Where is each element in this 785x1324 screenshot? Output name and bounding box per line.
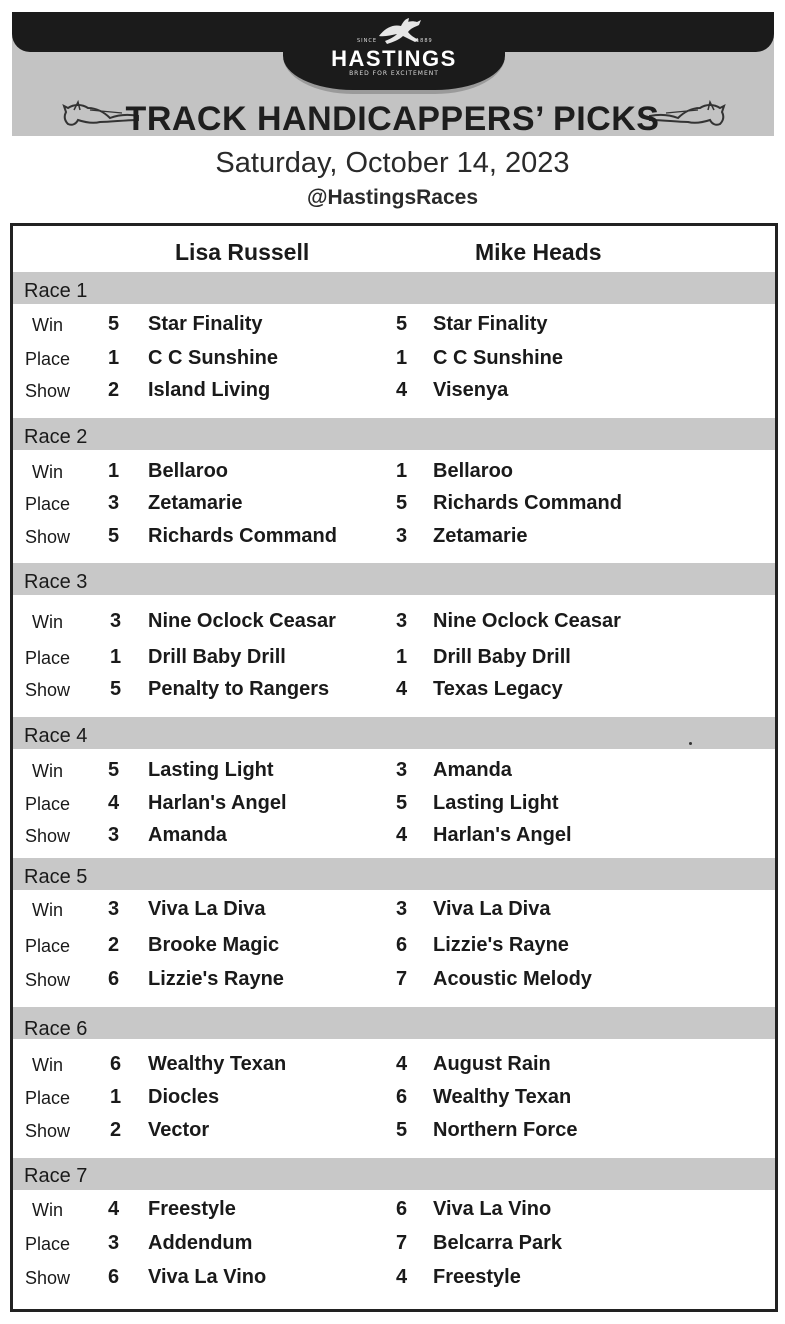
mike-pick-horse: Amanda <box>433 759 512 781</box>
lisa-pick-number: 1 <box>108 347 120 369</box>
mike-pick-horse: Wealthy Texan <box>433 1086 572 1108</box>
mike-pick-number: 4 <box>396 1053 408 1075</box>
race-label: Race 1 <box>24 280 88 302</box>
position-label: Win <box>32 900 63 920</box>
position-label: Place <box>25 794 71 814</box>
position-label: Show <box>25 970 71 990</box>
lisa-pick-horse: Vector <box>148 1119 210 1141</box>
race-band <box>13 717 775 749</box>
lisa-pick-number: 4 <box>108 792 120 814</box>
column-header-mike-heads: Mike Heads <box>475 239 602 265</box>
position-label: Place <box>25 1234 71 1254</box>
mike-pick-horse: Visenya <box>433 379 509 401</box>
lisa-pick-horse: Wealthy Texan <box>148 1053 287 1075</box>
race-band <box>13 563 775 595</box>
lisa-pick-horse: Island Living <box>148 379 271 401</box>
mike-pick-number: 7 <box>396 968 408 990</box>
position-label: Show <box>25 826 71 846</box>
position-label: Place <box>25 494 71 514</box>
mike-pick-number: 5 <box>396 792 408 814</box>
lisa-pick-horse: Brooke Magic <box>148 934 280 956</box>
lisa-pick-number: 3 <box>108 824 120 846</box>
lisa-pick-horse: Lasting Light <box>148 759 274 781</box>
logo-wordmark: HASTINGS <box>331 46 457 71</box>
mike-pick-number: 6 <box>396 934 408 956</box>
lisa-pick-number: 5 <box>110 678 122 700</box>
mike-pick-number: 1 <box>396 347 408 369</box>
lisa-pick-horse: Diocles <box>148 1086 220 1108</box>
position-label: Show <box>25 527 71 547</box>
mike-pick-horse: Zetamarie <box>433 525 528 547</box>
mike-pick-horse: Acoustic Melody <box>433 968 592 990</box>
position-label: Place <box>25 936 71 956</box>
race-band <box>13 1158 775 1190</box>
column-header-lisa-russell: Lisa Russell <box>175 239 310 265</box>
lisa-pick-number: 1 <box>110 1086 122 1108</box>
mike-pick-number: 5 <box>396 1119 408 1141</box>
race-date: Saturday, October 14, 2023 <box>215 147 570 179</box>
logo-tagline: BRED FOR EXCITEMENT <box>349 70 439 77</box>
position-label: Win <box>32 315 63 335</box>
lisa-pick-number: 3 <box>108 492 120 514</box>
mike-pick-number: 7 <box>396 1232 408 1254</box>
mike-pick-number: 6 <box>396 1198 408 1220</box>
lisa-pick-horse: Zetamarie <box>148 492 243 514</box>
race-band <box>13 272 775 304</box>
position-label: Win <box>32 1200 63 1220</box>
mike-pick-number: 4 <box>396 824 408 846</box>
position-label: Win <box>32 462 63 482</box>
lisa-pick-horse: Lizzie's Rayne <box>148 968 284 990</box>
mike-pick-number: 4 <box>396 678 408 700</box>
position-label: Show <box>25 1121 71 1141</box>
lisa-pick-horse: Bellaroo <box>148 460 229 482</box>
mike-pick-number: 3 <box>396 525 408 547</box>
mike-pick-number: 3 <box>396 898 408 920</box>
page-title: TRACK HANDICAPPERS’ PICKS <box>125 100 660 138</box>
lisa-pick-number: 2 <box>108 379 120 401</box>
lisa-pick-horse: Star Finality <box>148 313 263 335</box>
race-label: Race 5 <box>24 866 88 888</box>
lisa-pick-number: 1 <box>110 646 122 668</box>
lisa-pick-horse: Viva La Vino <box>148 1266 267 1288</box>
mike-pick-horse: Viva La Vino <box>433 1198 552 1220</box>
lisa-pick-number: 1 <box>108 460 120 482</box>
mike-pick-number: 5 <box>396 313 408 335</box>
position-label: Win <box>32 612 63 632</box>
lisa-pick-number: 6 <box>108 968 120 990</box>
logo-since-year: 1889 <box>416 38 433 44</box>
mike-pick-horse: Texas Legacy <box>433 678 563 700</box>
social-handle: @HastingsRaces <box>306 186 479 209</box>
position-label: Show <box>25 381 71 401</box>
mike-pick-horse: Drill Baby Drill <box>433 646 571 668</box>
lisa-pick-horse: Harlan's Angel <box>148 792 287 814</box>
lisa-pick-number: 6 <box>108 1266 120 1288</box>
mike-pick-horse: Freestyle <box>433 1266 521 1288</box>
mike-pick-number: 4 <box>396 1266 408 1288</box>
mike-pick-number: 1 <box>396 460 408 482</box>
mike-pick-horse: Lizzie's Rayne <box>433 934 569 956</box>
lisa-pick-number: 4 <box>108 1198 120 1220</box>
lisa-pick-horse: Amanda <box>148 824 227 846</box>
position-label: Win <box>32 1055 63 1075</box>
mike-pick-horse: C C Sunshine <box>433 347 564 369</box>
mike-pick-horse: Harlan's Angel <box>433 824 572 846</box>
mike-pick-number: 4 <box>396 379 408 401</box>
race-label: Race 3 <box>24 571 88 593</box>
lisa-pick-number: 3 <box>108 898 120 920</box>
position-label: Show <box>25 1268 71 1288</box>
lisa-pick-horse: Drill Baby Drill <box>148 646 286 668</box>
mike-pick-horse: Richards Command <box>433 492 622 514</box>
lisa-pick-horse: Freestyle <box>148 1198 236 1220</box>
position-label: Place <box>25 1088 71 1108</box>
lisa-pick-horse: Nine Oclock Ceasar <box>148 610 336 632</box>
race-label: Race 7 <box>24 1165 88 1187</box>
logo-since-label: SINCE <box>357 38 378 44</box>
mike-pick-horse: Lasting Light <box>433 792 559 814</box>
mike-pick-horse: Bellaroo <box>433 460 514 482</box>
picks-table <box>10 223 778 1312</box>
lisa-pick-horse: Penalty to Rangers <box>148 678 330 700</box>
lisa-pick-number: 3 <box>110 610 122 632</box>
race-band <box>13 858 775 890</box>
lisa-pick-horse: Richards Command <box>148 525 337 547</box>
lisa-pick-number: 5 <box>108 525 120 547</box>
mike-pick-horse: August Rain <box>433 1053 551 1075</box>
race-band <box>13 418 775 450</box>
mike-pick-horse: Nine Oclock Ceasar <box>433 610 621 632</box>
mike-pick-number: 5 <box>396 492 408 514</box>
lisa-pick-number: 3 <box>108 1232 120 1254</box>
lisa-pick-horse: C C Sunshine <box>148 347 279 369</box>
lisa-pick-number: 6 <box>110 1053 122 1075</box>
race-label: Race 2 <box>24 426 88 448</box>
mike-pick-horse: Star Finality <box>433 313 548 335</box>
lisa-pick-horse: Addendum <box>148 1232 253 1254</box>
mike-pick-number: 3 <box>396 759 408 781</box>
race-label: Race 4 <box>24 725 88 747</box>
lisa-pick-number: 5 <box>108 759 120 781</box>
stray-mark <box>689 742 692 745</box>
position-label: Win <box>32 761 63 781</box>
mike-pick-horse: Viva La Diva <box>433 898 551 920</box>
race-band <box>13 1007 775 1039</box>
position-label: Place <box>25 648 71 668</box>
mike-pick-horse: Belcarra Park <box>433 1232 562 1254</box>
lisa-pick-number: 2 <box>108 934 120 956</box>
mike-pick-number: 6 <box>396 1086 408 1108</box>
mike-pick-number: 3 <box>396 610 408 632</box>
lisa-pick-number: 2 <box>110 1119 122 1141</box>
mike-pick-horse: Northern Force <box>433 1119 578 1141</box>
position-label: Place <box>25 349 71 369</box>
mike-pick-number: 1 <box>396 646 408 668</box>
position-label: Show <box>25 680 71 700</box>
running-horse-icon <box>375 14 425 50</box>
race-label: Race 6 <box>24 1018 88 1040</box>
lisa-pick-horse: Viva La Diva <box>148 898 266 920</box>
lisa-pick-number: 5 <box>108 313 120 335</box>
